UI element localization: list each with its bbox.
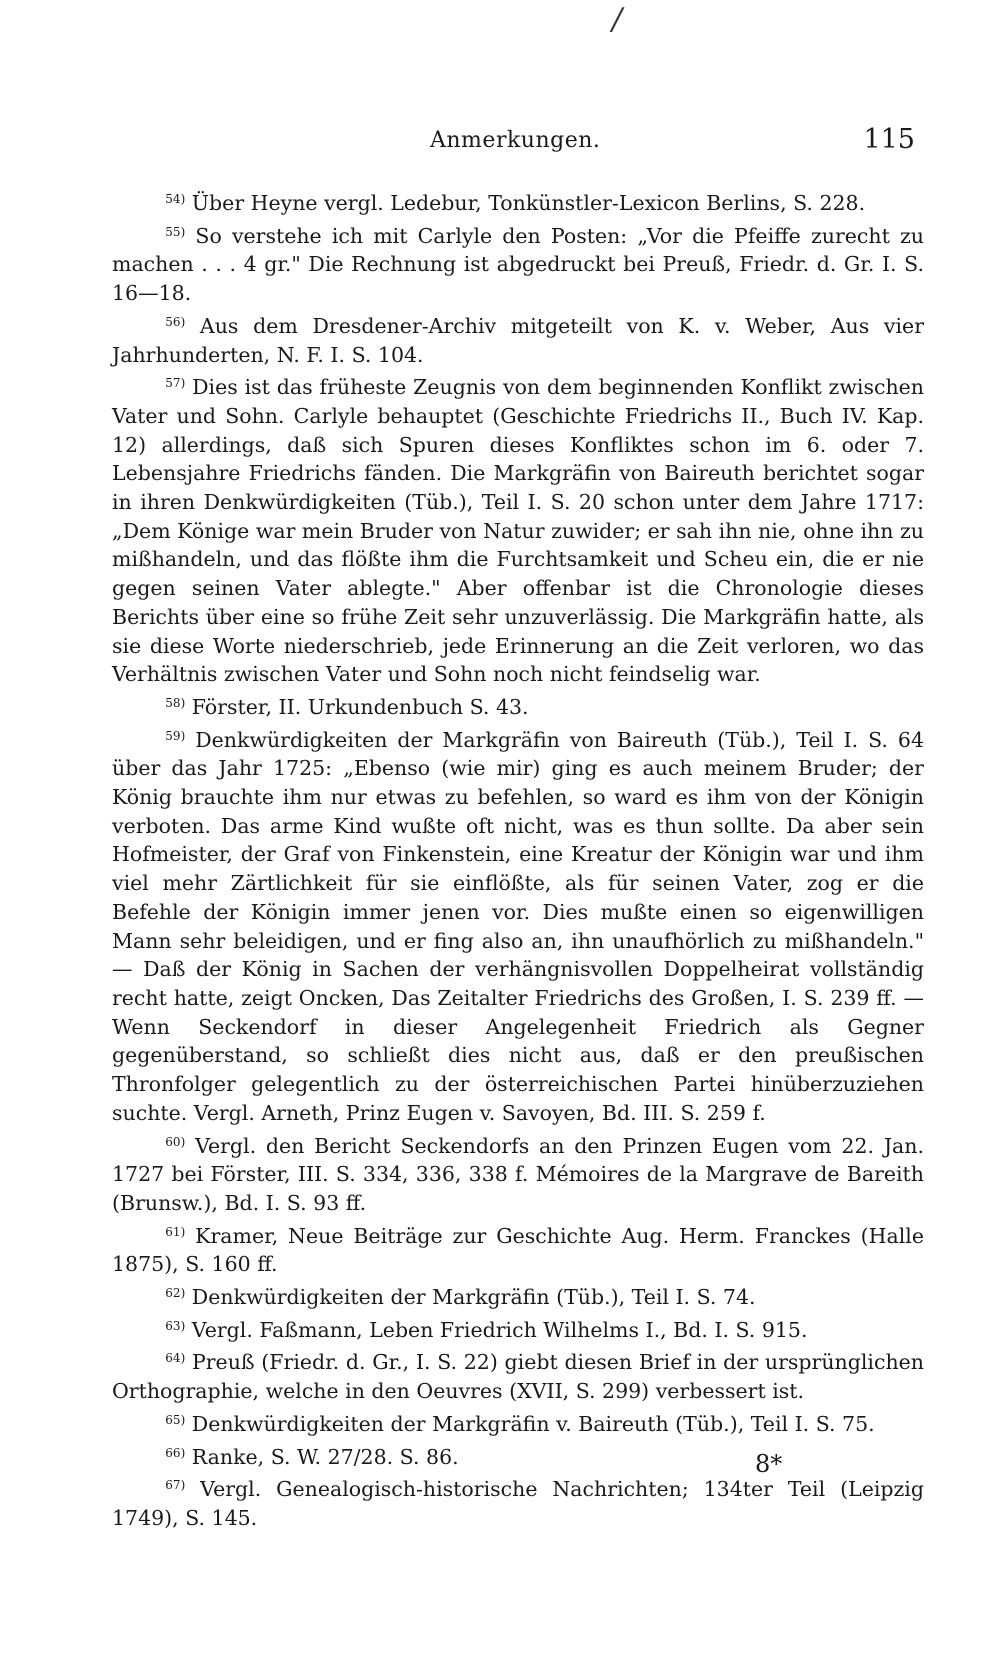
note-text: Vergl. den Bericht Seckendorfs an den Prinzen Eugen vom 22. Jan. 1727 bei Förster, III. S. 334, 336, 338 f. Mémoires de la Margrave de Bareith (Brunsw.), Bd. I. S. 93 ff. (112, 1133, 924, 1215)
note-text: Dies ist das früheste Zeugnis von dem beginnenden Konflikt zwischen Vater und Sohn. Carlyle behauptet (Geschichte Friedrichs II., Buch IV. Kap. 12) allerdings, daß sich Spuren dieses Konfliktes schon im 6. oder 7. Lebensjahre Friedrichs fänden. Die Markgräfin von Baireuth berichtet sogar in ihren Denkwürdigkeiten (Tüb.), Teil I. S. 20 schon unter dem Jahre 1717: „Dem Könige war mein Bruder von Natur zuwider; er sah ihn nie, ohne ihn zu mißhandeln, und das flößte ihm die Furchtsamkeit und Scheu ein, die er nie gegen seinen Vater ablegte." Aber offenbar ist die Chronologie dieses Berichts über eine so frühe Zeit sehr unzuverlässig. Die Markgräfin hatte, als sie diese Worte niederschrieb, jede Erinnerung an die Zeit verloren, wo das Verhältnis zwischen Vater und Sohn noch nicht feindselig war. (112, 375, 924, 687)
endnotes (112, 185, 924, 1533)
note-text: Kramer, Neue Beiträge zur Geschichte Aug. Herm. Franckes (Halle 1875), S. 160 ff. (112, 1223, 924, 1277)
endnote-54 (112, 185, 924, 218)
note-number: 62) (165, 1286, 186, 1301)
note-text: Förster, II. Urkundenbuch S. 43. (191, 694, 529, 719)
note-text: Preuß (Friedr. d. Gr., I. S. 22) giebt diesen Brief in der ursprünglichen Orthographie, welche in den Oeuvres (XVII, S. 299) verbessert ist. (112, 1350, 924, 1404)
note-number: 67) (165, 1478, 186, 1493)
endnote-65 (112, 1406, 924, 1439)
note-text: Denkwürdigkeiten der Markgräfin v. Baireuth (Tüb.), Teil I. S. 75. (191, 1411, 875, 1436)
endnote-61 (112, 1218, 924, 1279)
note-number: 59) (165, 728, 186, 743)
note-text: Über Heyne vergl. Ledebur, Tonkünstler-Lexicon Berlins, S. 228. (191, 191, 866, 215)
note-number: 60) (165, 1134, 186, 1149)
note-number: 65) (165, 1412, 186, 1427)
note-number: 55) (165, 224, 186, 239)
endnote-59 (112, 722, 924, 1128)
endnote-60 (112, 1128, 924, 1218)
note-number: 63) (165, 1318, 186, 1333)
note-text: Aus dem Dresdener-Archiv mitgeteilt von K. v. Weber, Aus vier Jahrhunderten, N. F. I. S. 104. (112, 313, 924, 367)
note-text: Denkwürdigkeiten der Markgräfin (Tüb.), Teil I. S. 74. (191, 1285, 756, 1310)
note-text: Denkwürdigkeiten der Markgräfin von Baireuth (Tüb.), Teil I. S. 64 über das Jahr 1725: „Ebenso (wie mir) ging es auch meinem Bruder; der König brauchte ihm nur etwas zu befehlen, so ward es ihm von der Königin verboten. Das arme Kind wußte oft nicht, was es thun sollte. Da aber sein Hofmeister, der Graf von Finkenstein, eine Kreatur der Königin war und ihm viel mehr Zärtlichkeit für sie einflößte, als für seinen Vater, zog er die Befehle der Königin immer jenen vor. Dies mußte einen so eigenwilligen Mann sehr beleidigen, und er fing also an, ihn unaufhörlich zu mißhandeln." — Daß der König in Sachen der verhängnisvollen Doppelheirat vollständig recht hatte, zeigt Oncken, Das Zeitalter Friedrichs des Großen, I. S. 239 ff. — Wenn Seckendorf in dieser Angelegenheit Friedrich als Gegner gegenüberstand, so schließt dies nicht aus, daß er den preußischen Thronfolger gelegentlich zu der österreichischen Partei hinüberzuziehen suchte. Vergl. Arneth, Prinz Eugen v. Savoyen, Bd. III. S. 259 f. (112, 727, 924, 1125)
note-number: 66) (165, 1445, 186, 1460)
note-number: 56) (165, 314, 186, 329)
endnote-67 (112, 1471, 924, 1532)
note-number: 54) (165, 192, 186, 206)
endnote-66 (112, 1439, 924, 1472)
endnote-57 (112, 369, 924, 689)
endnote-64 (112, 1344, 924, 1405)
endnote-62 (112, 1279, 924, 1312)
note-text: So verstehe ich mit Carlyle den Posten: „Vor die Pfeiffe zurecht zu machen . . . 4 gr." Die Rechnung ist abgedruckt bei Preuß, Friedr. d. Gr. I. S. 16—18. (112, 223, 924, 306)
endnote-63 (112, 1312, 924, 1345)
endnote-58 (112, 689, 924, 722)
running-title: Anmerkungen. (430, 128, 601, 153)
page-number: 115 (863, 124, 915, 155)
note-text: Ranke, S. W. 27/28. S. 86. (191, 1444, 459, 1469)
signature-mark: 8* (755, 1450, 783, 1478)
page-header (185, 124, 925, 168)
note-text: Vergl. Faßmann, Leben Friedrich Wilhelms I., Bd. I. S. 915. (191, 1317, 808, 1342)
note-number: 61) (165, 1224, 186, 1239)
pencil-mark: / (612, 2, 623, 37)
note-number: 57) (165, 376, 186, 391)
note-number: 64) (165, 1351, 186, 1366)
endnote-55 (112, 218, 924, 308)
note-number: 58) (165, 695, 186, 710)
endnote-56 (112, 308, 924, 369)
note-text: Vergl. Genealogisch-historische Nachrichten; 134ter Teil (Leipzig 1749), S. 145. (112, 1477, 924, 1530)
